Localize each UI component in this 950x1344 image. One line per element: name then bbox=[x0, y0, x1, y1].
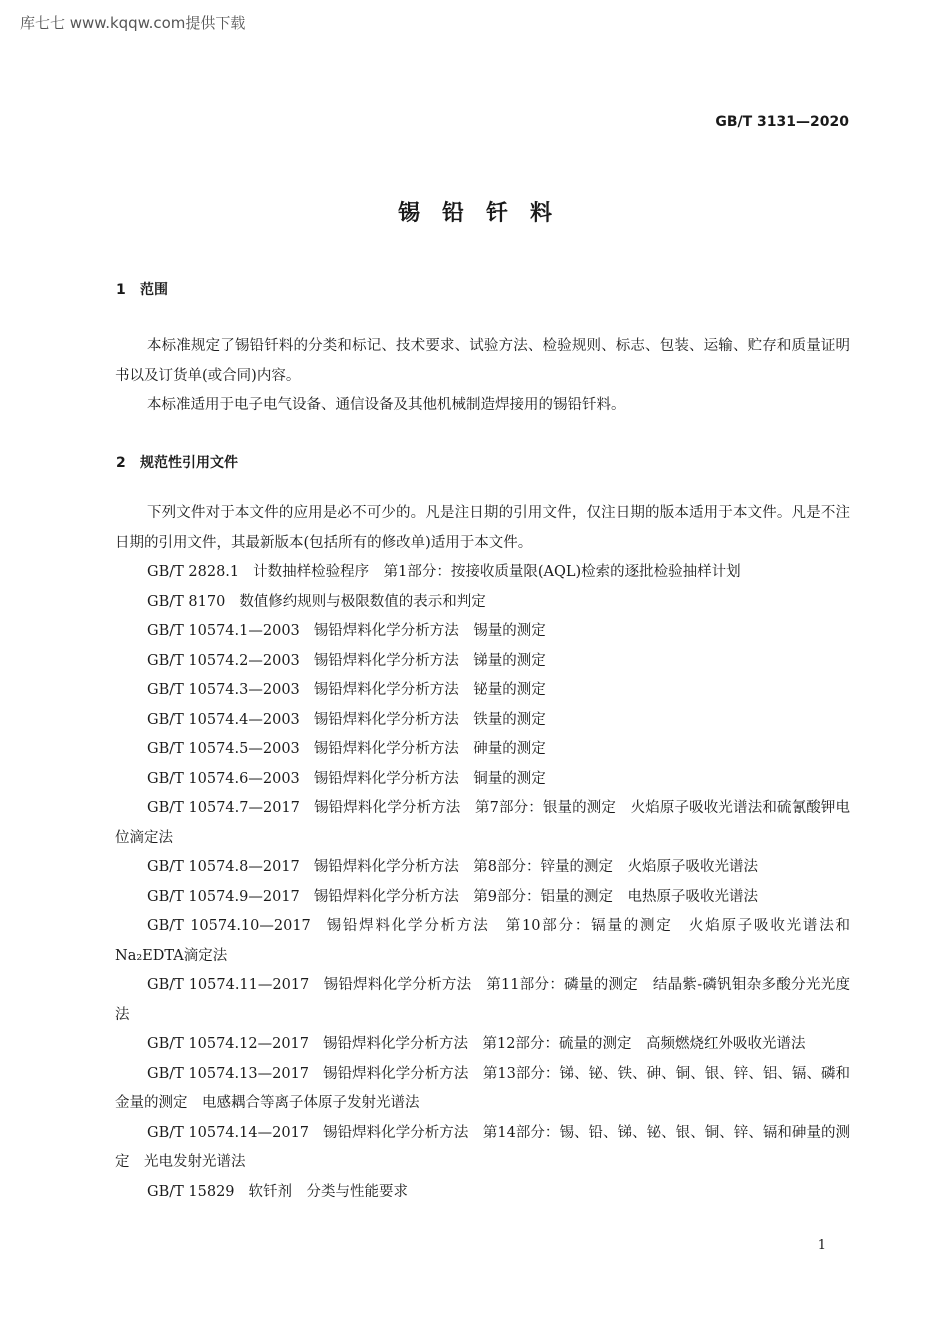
reference-item bbox=[115, 794, 850, 853]
reference-title: 锡铅焊料化学分析方法 第12部分：硫量的测定 高频燃烧红外吸收光谱法 bbox=[323, 1036, 806, 1052]
section-2-body bbox=[115, 499, 850, 1207]
section-1-heading bbox=[116, 279, 168, 299]
reference-title: 锡铅焊料化学分析方法 铋量的测定 bbox=[313, 682, 546, 698]
reference-item bbox=[115, 912, 850, 971]
reference-item bbox=[115, 588, 850, 618]
reference-title: 锡铅焊料化学分析方法 第7部分：银量的测定 火焰原子吸收光谱法和硫氰酸钾电位滴定法 bbox=[115, 800, 850, 846]
reference-title: 软钎剂 分类与性能要求 bbox=[248, 1183, 409, 1200]
reference-item bbox=[115, 1178, 850, 1208]
document-title: 锡铅钎料 bbox=[397, 201, 574, 226]
section-2-title: 规范性引用文件 bbox=[140, 455, 238, 471]
reference-code: GB/T 10574.1—2003 bbox=[147, 623, 300, 639]
reference-title: 锡铅焊料化学分析方法 铜量的测定 bbox=[313, 770, 546, 787]
reference-code: GB/T 10574.2—2003 bbox=[147, 652, 300, 669]
reference-code: GB/T 10574.13—2017 bbox=[147, 1065, 310, 1082]
reference-code: GB/T 10574.9—2017 bbox=[147, 888, 300, 905]
reference-item bbox=[115, 617, 850, 647]
reference-item bbox=[115, 735, 850, 765]
reference-item bbox=[115, 883, 850, 913]
reference-title: 锡铅焊料化学分析方法 锡量的测定 bbox=[313, 623, 546, 639]
reference-title: 锡铅焊料化学分析方法 第11部分：磷量的测定 结晶紫-磷钒钼杂多酸分光光度法 bbox=[115, 977, 850, 1023]
reference-code: GB/T 10574.8—2017 bbox=[147, 859, 300, 875]
section-1-paragraph: 本标准规定了锡铅钎料的分类和标记、技术要求、试验方法、检验规则、标志、包装、运输、贮存和质量证明书以及订货单(或合同)内容。 bbox=[115, 338, 850, 384]
reference-code: GB/T 2828.1 bbox=[147, 564, 240, 580]
reference-code: GB/T 10574.12—2017 bbox=[147, 1036, 309, 1052]
reference-code: GB/T 8170 bbox=[147, 593, 226, 610]
standard-number: GB/T 3131—2020 bbox=[715, 114, 849, 130]
section-1-number: 1 bbox=[116, 282, 126, 298]
reference-code: GB/T 10574.5—2003 bbox=[147, 741, 300, 757]
section-1-body bbox=[115, 332, 850, 421]
reference-item bbox=[115, 558, 850, 588]
reference-code: GB/T 10574.11—2017 bbox=[147, 977, 310, 993]
reference-item bbox=[115, 676, 850, 706]
reference-item bbox=[115, 706, 850, 736]
reference-title: 锡铅焊料化学分析方法 第10部分：镉量的测定 火焰原子吸收光谱法和Na₂EDTA滴定法 bbox=[115, 918, 851, 964]
section-2-intro: 下列文件对于本文件的应用是必不可少的。凡是注日期的引用文件，仅注日期的版本适用于本文件。凡是不注日期的引用文件，其最新版本(包括所有的修改单)适用于本文件。 bbox=[115, 505, 850, 551]
page-number: 1 bbox=[817, 1238, 826, 1253]
reference-title: 锡铅焊料化学分析方法 铁量的测定 bbox=[313, 711, 546, 728]
reference-title: 锡铅焊料化学分析方法 第8部分：锌量的测定 火焰原子吸收光谱法 bbox=[313, 859, 759, 875]
reference-item bbox=[115, 647, 850, 677]
watermark-text: 库七七 www.kqqw.com提供下载 bbox=[20, 14, 246, 32]
reference-title: 锡铅焊料化学分析方法 锑量的测定 bbox=[313, 652, 546, 669]
reference-code: GB/T 10574.4—2003 bbox=[147, 711, 300, 728]
reference-item bbox=[115, 853, 850, 883]
reference-code: GB/T 10574.14—2017 bbox=[147, 1124, 310, 1141]
reference-code: GB/T 10574.10—2017 bbox=[147, 918, 311, 934]
reference-title: 锡铅焊料化学分析方法 第14部分：锡、铅、锑、铋、银、铜、锌、镉和砷量的测定 光电发射光谱法 bbox=[115, 1124, 850, 1170]
reference-item bbox=[115, 1030, 850, 1060]
section-1-title: 范围 bbox=[140, 282, 168, 298]
reference-item bbox=[115, 765, 850, 795]
reference-code: GB/T 15829 bbox=[147, 1183, 235, 1200]
reference-item bbox=[115, 1119, 850, 1178]
section-2-heading bbox=[116, 452, 238, 472]
reference-item bbox=[115, 1060, 850, 1119]
reference-title: 锡铅焊料化学分析方法 第13部分：锑、铋、铁、砷、铜、银、锌、铝、镉、磷和金量的测定 电感耦合等离子体原子发射光谱法 bbox=[115, 1065, 850, 1111]
reference-title: 计数抽样检验程序 第1部分：按接收质量限(AQL)检索的逐批检验抽样计划 bbox=[253, 564, 741, 580]
reference-code: GB/T 10574.7—2017 bbox=[147, 800, 300, 816]
reference-item bbox=[115, 971, 850, 1030]
reference-code: GB/T 10574.3—2003 bbox=[147, 682, 300, 698]
reference-title: 数值修约规则与极限数值的表示和判定 bbox=[239, 593, 486, 610]
section-2-number: 2 bbox=[116, 455, 126, 471]
reference-title: 锡铅焊料化学分析方法 第9部分：铝量的测定 电热原子吸收光谱法 bbox=[313, 888, 759, 905]
section-1-paragraph: 本标准适用于电子电气设备、通信设备及其他机械制造焊接用的锡铅钎料。 bbox=[147, 397, 626, 413]
reference-code: GB/T 10574.6—2003 bbox=[147, 770, 300, 787]
reference-title: 锡铅焊料化学分析方法 砷量的测定 bbox=[313, 741, 546, 757]
